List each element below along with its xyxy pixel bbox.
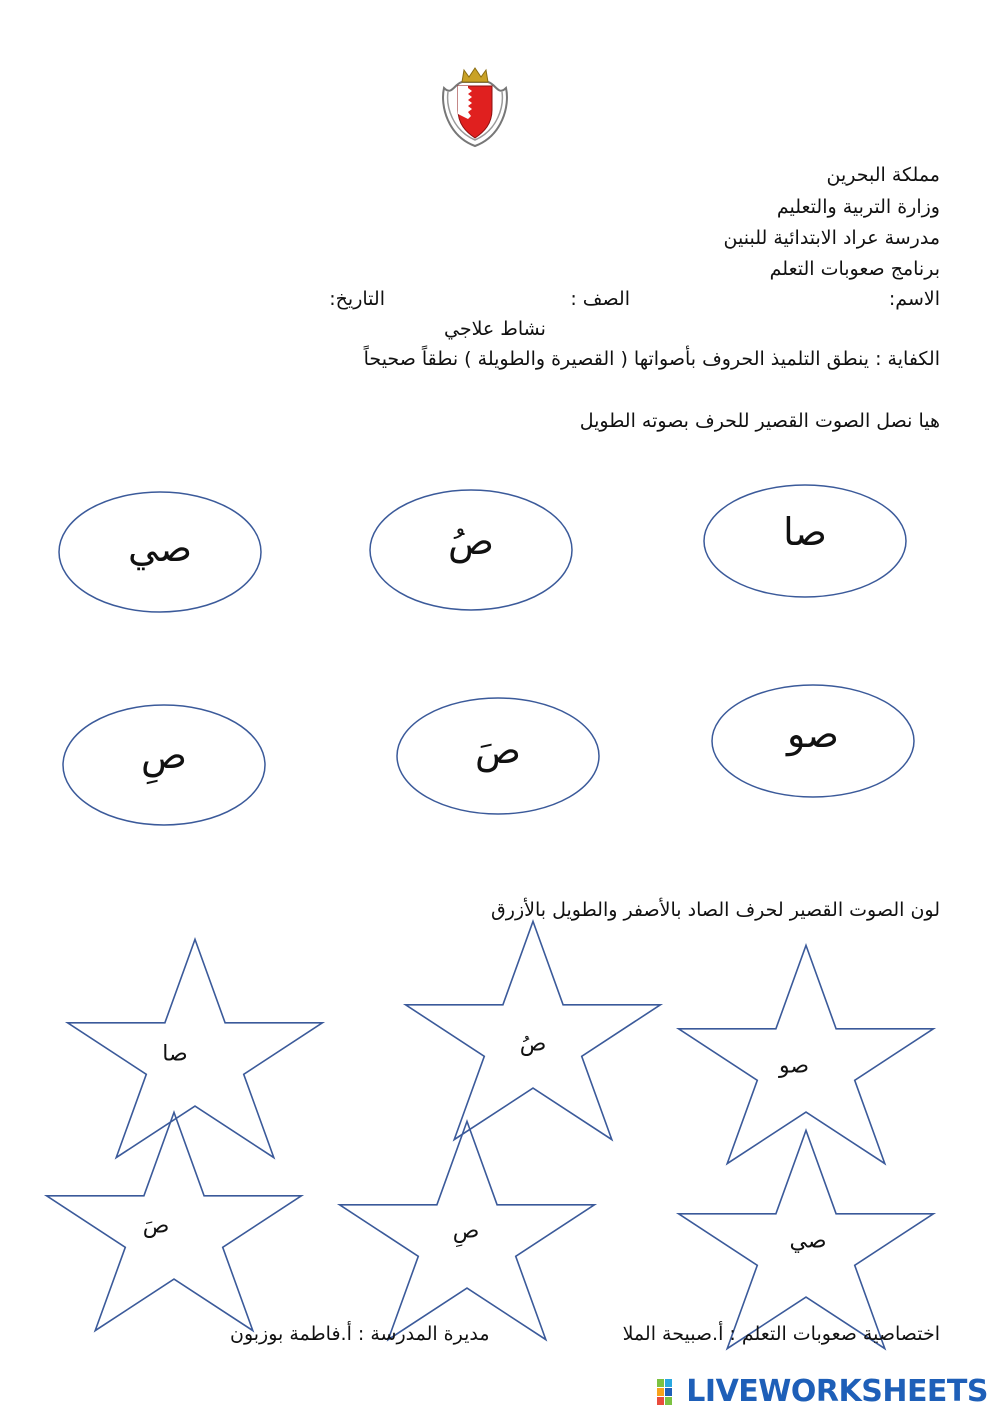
liveworksheets-wordmark: LIVEWORKSHEETS: [686, 1374, 988, 1409]
star-letter-5[interactable]: صِ: [452, 1218, 480, 1244]
oval-letter-5[interactable]: صَ: [475, 728, 521, 772]
star-letter-1[interactable]: صو: [778, 1053, 810, 1079]
coloring-instruction: لون الصوت القصير لحرف الصاد بالأصفر والطويل بالأزرق: [491, 899, 940, 921]
star-letter-3[interactable]: صا: [162, 1041, 188, 1067]
oval-letter-6[interactable]: صِ: [141, 733, 187, 777]
star-letter-6[interactable]: صَ: [142, 1213, 170, 1239]
star-shape: [47, 1112, 302, 1330]
liveworksheets-logo: [656, 1374, 988, 1409]
school-line: مدرسة عراد الابتدائية للبنين: [723, 227, 940, 249]
star-shape: [406, 921, 661, 1139]
oval-letter-3[interactable]: صي: [128, 526, 192, 570]
star-shape: [68, 939, 323, 1157]
principal-credit: مديرة المدرسة : أ.فاطمة بوزبون: [230, 1323, 490, 1345]
oval-letter-1[interactable]: صا: [783, 510, 827, 554]
oval-letter-2[interactable]: صُ: [448, 519, 494, 563]
liveworksheets-logo-icon: [656, 1378, 682, 1406]
bahrain-emblem-icon: [438, 66, 512, 148]
matching-instruction: هيا نصل الصوت القصير للحرف بصوته الطويل: [579, 410, 940, 432]
country-line: مملكة البحرين: [826, 164, 940, 186]
competency-statement: الكفاية : ينطق التلميذ الحروف بأصواتها ( القصيرة والطويلة ) نطقاً صحيحاً: [363, 348, 940, 370]
oval-letter-4[interactable]: صو: [787, 712, 839, 756]
name-label: الاسم:: [888, 288, 940, 310]
star-letter-4[interactable]: صي: [789, 1228, 827, 1254]
ministry-line: وزارة التربية والتعليم: [776, 196, 940, 218]
date-label: التاريخ:: [329, 288, 385, 310]
class-label: الصف :: [570, 288, 630, 310]
specialist-credit: اختصاصية صعوبات التعلم : أ.صبيحة الملا: [622, 1323, 940, 1345]
activity-title: نشاط علاجي: [444, 318, 546, 340]
star-letter-2[interactable]: صُ: [519, 1031, 547, 1057]
program-line: برنامج صعوبات التعلم: [769, 258, 940, 280]
